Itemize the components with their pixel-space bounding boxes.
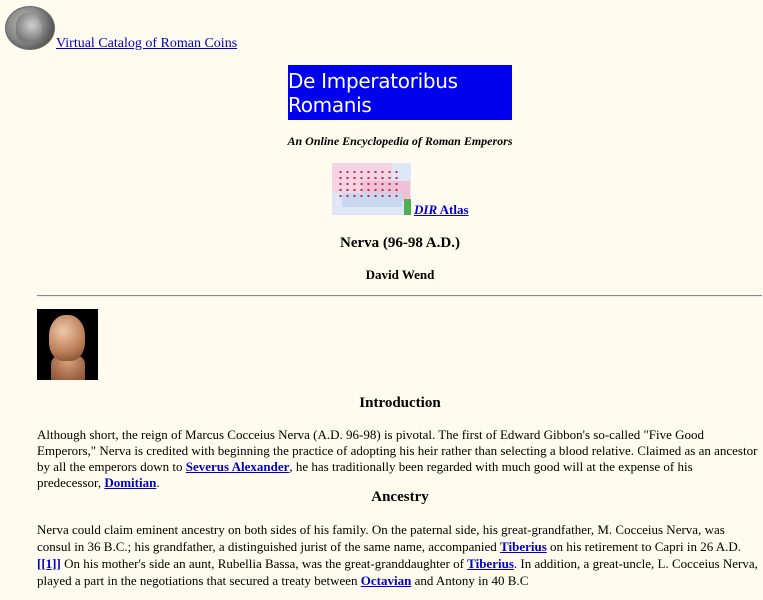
atlas-link-suffix[interactable]: Atlas [439,202,469,217]
ancestry-heading: Ancestry [371,489,429,505]
catalog-link[interactable]: Virtual Catalog of Roman Coins [56,36,238,51]
ancestry-text-5: and Antony in 40 B.C [411,573,529,588]
page-title: Nerva (96-98 A.D.) [340,235,460,251]
intro-text-1: Although short, the reign of Marcus Cocceius Nerva (A.D. 96-98) is pivotal. The first of Edward Gibbon's so-called "Five Good Emperors," Nerva is credited with beginning the practice of adopting his heir rather than selecting a blood relative. Claimed as an ancestor by all the emperors down to [37,427,758,474]
divider [37,295,762,297]
ancestry-text-1: Nerva could claim eminent ancestry on both sides of his family. On the paternal side, his great-grandfather, M. Cocceius Nerva, was consul in 36 B.C.; his grandfather, a distinguished jurist of the same name, accompanied [37,522,725,554]
ancestry-text-4: . In addition, a great-uncle, L. Cocceius Nerva, played a part in the negotiations that secured a treaty between [37,556,758,588]
footnote-1-link[interactable]: [[1]] [37,556,61,571]
coin-image[interactable] [5,6,55,50]
domitian-link[interactable]: Domitian [104,475,157,490]
map-image[interactable] [332,163,411,215]
nerva-bust-image [37,309,98,380]
ancestry-paragraph [37,521,759,589]
catalog-link-group[interactable] [5,6,237,50]
atlas-link[interactable] [414,202,469,218]
author-name: David Wend [365,267,435,282]
tiberius-link[interactable]: Tiberius [500,539,547,554]
atlas-link-prefix[interactable]: DIR [414,202,438,217]
site-subtitle: An Online Encyclopedia of Roman Emperors [287,134,513,148]
introduction-heading: Introduction [359,395,441,411]
intro-text-2: , he has traditionally been regarded with much good will at the expense of his predecessor, [37,459,693,490]
introduction-paragraph [37,427,759,491]
atlas-link-group[interactable] [332,163,469,215]
severus-alexander-link[interactable]: Severus Alexander [185,459,290,474]
octavian-link[interactable]: Octavian [360,573,412,588]
tiberius-link-2[interactable]: Tiberius [467,556,514,571]
ancestry-text-2: on his retirement to Capri in 26 A.D. [546,539,742,554]
intro-text-3: . [156,475,160,490]
site-banner[interactable]: De Imperatoribus Romanis [288,65,512,120]
ancestry-text-3: On his mother's side an aunt, Rubellia Bassa, was the great-granddaughter of [60,556,468,571]
